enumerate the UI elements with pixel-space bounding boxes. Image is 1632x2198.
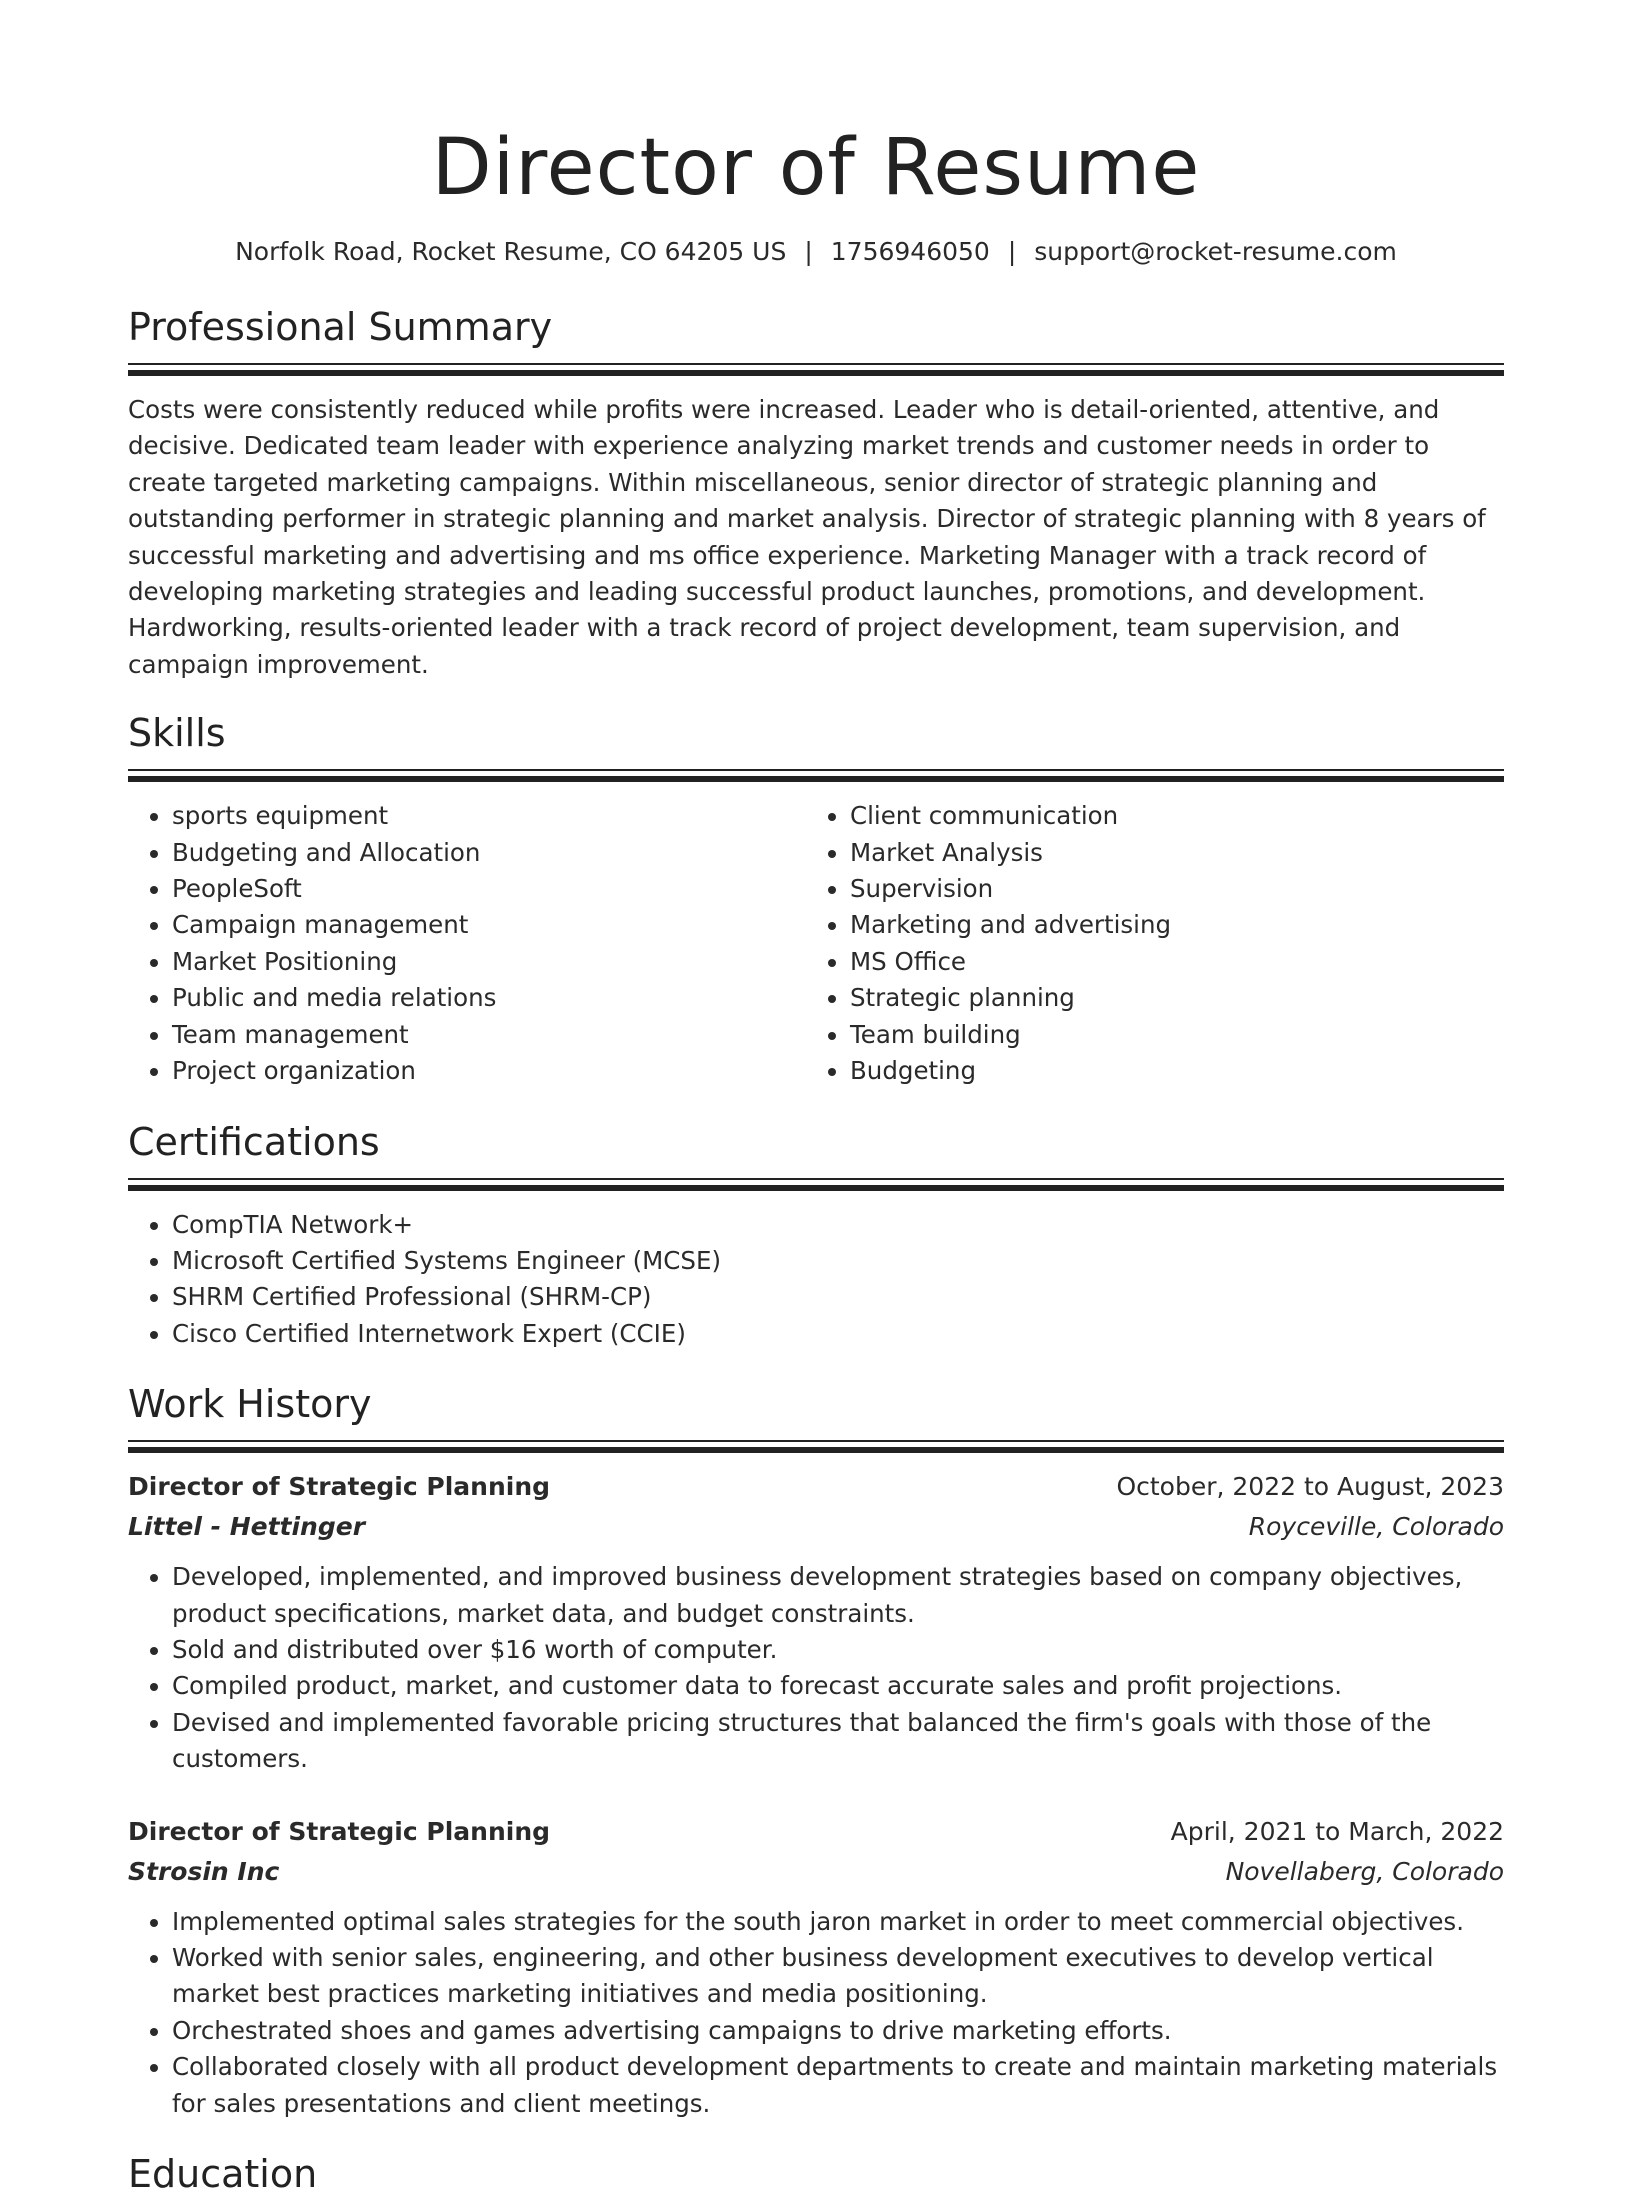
job-bullets (128, 1559, 1504, 1777)
job-location: Royceville, Colorado (1248, 1512, 1504, 1542)
job-title: Director of Strategic Planning (128, 1472, 551, 1502)
skill-item: • Market Analysis (850, 835, 1484, 871)
section-divider (128, 1440, 1504, 1442)
skill-item: • Budgeting (850, 1053, 1484, 1089)
skill-item: • Public and media relations (172, 980, 806, 1016)
skills-section (128, 709, 1504, 1089)
certifications-section (128, 1118, 1504, 1353)
section-divider-thick (128, 370, 1504, 376)
work-history-section (128, 1380, 1504, 2122)
skills-grid (128, 798, 1504, 1089)
section-title-summary: Professional Summary (128, 305, 553, 349)
certification-item: • Microsoft Certified Systems Engineer (MCSE) (172, 1243, 1504, 1279)
job-dates: April, 2021 to March, 2022 (1170, 1816, 1504, 1846)
job-company-row (128, 1507, 1504, 1547)
section-divider-thick (128, 1447, 1504, 1453)
skill-item: • Marketing and advertising (850, 907, 1484, 943)
job-bullet: • Sold and distributed over $16 worth of computer. (172, 1632, 1504, 1668)
section-divider (128, 769, 1504, 771)
summary-text: Costs were consistently reduced while profits were increased. Leader who is detail-oriented, attentive, and decisive. Dedicated team leader with experience analyzing market trends and customer needs in order to create targeted marketing campaigns. Within miscellaneous, senior director of strategic planning and outstanding performer in strategic planning and market analysis. Director of strategic planning with 8 years of successful marketing and advertising and ms office experience. Marketing Manager with a track record of developing marketing strategies and leading successful product launches, promotions, and development. Hardworking, results-oriented leader with a track record of project development, team supervision, and campaign improvement. (128, 395, 1486, 679)
summary-section (128, 303, 1504, 683)
contact-line (128, 236, 1504, 268)
certifications-list (128, 1207, 1504, 1353)
skill-item: • Team management (172, 1017, 806, 1053)
job-bullets (128, 1904, 1504, 2122)
education-section (128, 2150, 1504, 2198)
section-title-skills: Skills (128, 711, 226, 756)
contact-separator: | (1007, 237, 1017, 266)
section-divider (128, 1178, 1504, 1180)
section-title-education: Education (128, 2152, 318, 2196)
job-bullet: • Implemented optimal sales strategies for the south jaron market in order to meet commercial objectives. (172, 1904, 1504, 1940)
job-bullet: • Collaborated closely with all product development departments to create and maintain marketing materials for sales presentations and client meetings. (172, 2049, 1504, 2122)
skill-item: • Supervision (850, 871, 1484, 907)
job-entry (128, 1467, 1504, 1777)
job-dates: October, 2022 to August, 2023 (1116, 1472, 1504, 1502)
section-title-certifications: Certifications (128, 1119, 380, 1164)
skill-item: • sports equipment (172, 798, 806, 834)
skill-item: • Campaign management (172, 907, 806, 943)
job-company: Strosin Inc (128, 1856, 280, 1886)
job-bullet: • Worked with senior sales, engineering, and other business development executives to develop vertical market best practices marketing initiatives and media positioning. (172, 1940, 1504, 2013)
job-title: Director of Strategic Planning (128, 1816, 551, 1846)
contact-address: Norfolk Road, Rocket Resume, CO 64205 US (235, 237, 787, 266)
certification-item: • SHRM Certified Professional (SHRM-CP) (172, 1279, 1504, 1315)
job-header-row (128, 1467, 1504, 1507)
certification-item: • Cisco Certified Internetwork Expert (CCIE) (172, 1316, 1504, 1352)
job-company: Littel - Hettinger (128, 1512, 366, 1542)
skill-item: • Project organization (172, 1053, 806, 1089)
skill-item: • Team building (850, 1017, 1484, 1053)
job-bullet: • Developed, implemented, and improved business development strategies based on company objectives, product specifications, market data, and budget constraints. (172, 1559, 1504, 1632)
job-bullet: • Orchestrated shoes and games advertising campaigns to drive marketing efforts. (172, 2013, 1504, 2049)
section-divider-thick (128, 1185, 1504, 1191)
skills-list-left (128, 798, 806, 1089)
contact-email[interactable]: support@rocket-resume.com (1034, 237, 1397, 266)
skills-list-right (806, 798, 1484, 1089)
job-bullet: • Compiled product, market, and customer data to forecast accurate sales and profit projections. (172, 1668, 1504, 1704)
resume-name: Director of Resume (431, 123, 1201, 213)
skill-item: • MS Office (850, 944, 1484, 980)
job-entry (128, 1812, 1504, 2122)
skill-item: • Budgeting and Allocation (172, 835, 806, 871)
certification-item: • CompTIA Network+ (172, 1207, 1504, 1243)
section-title-work-history: Work History (128, 1382, 372, 1427)
resume-page (128, 0, 1504, 2198)
section-divider-thick (128, 776, 1504, 782)
skill-item: • PeopleSoft (172, 871, 806, 907)
job-location: Novellaberg, Colorado (1225, 1856, 1504, 1886)
skill-item: • Market Positioning (172, 944, 806, 980)
skill-item: • Client communication (850, 798, 1484, 834)
job-bullet: • Devised and implemented favorable pricing structures that balanced the firm's goals with those of the customers. (172, 1705, 1504, 1778)
job-header-row (128, 1812, 1504, 1852)
job-company-row (128, 1852, 1504, 1892)
contact-separator: | (804, 237, 813, 266)
contact-phone: 1756946050 (830, 237, 990, 266)
skill-item: • Strategic planning (850, 980, 1484, 1016)
section-divider (128, 363, 1504, 365)
